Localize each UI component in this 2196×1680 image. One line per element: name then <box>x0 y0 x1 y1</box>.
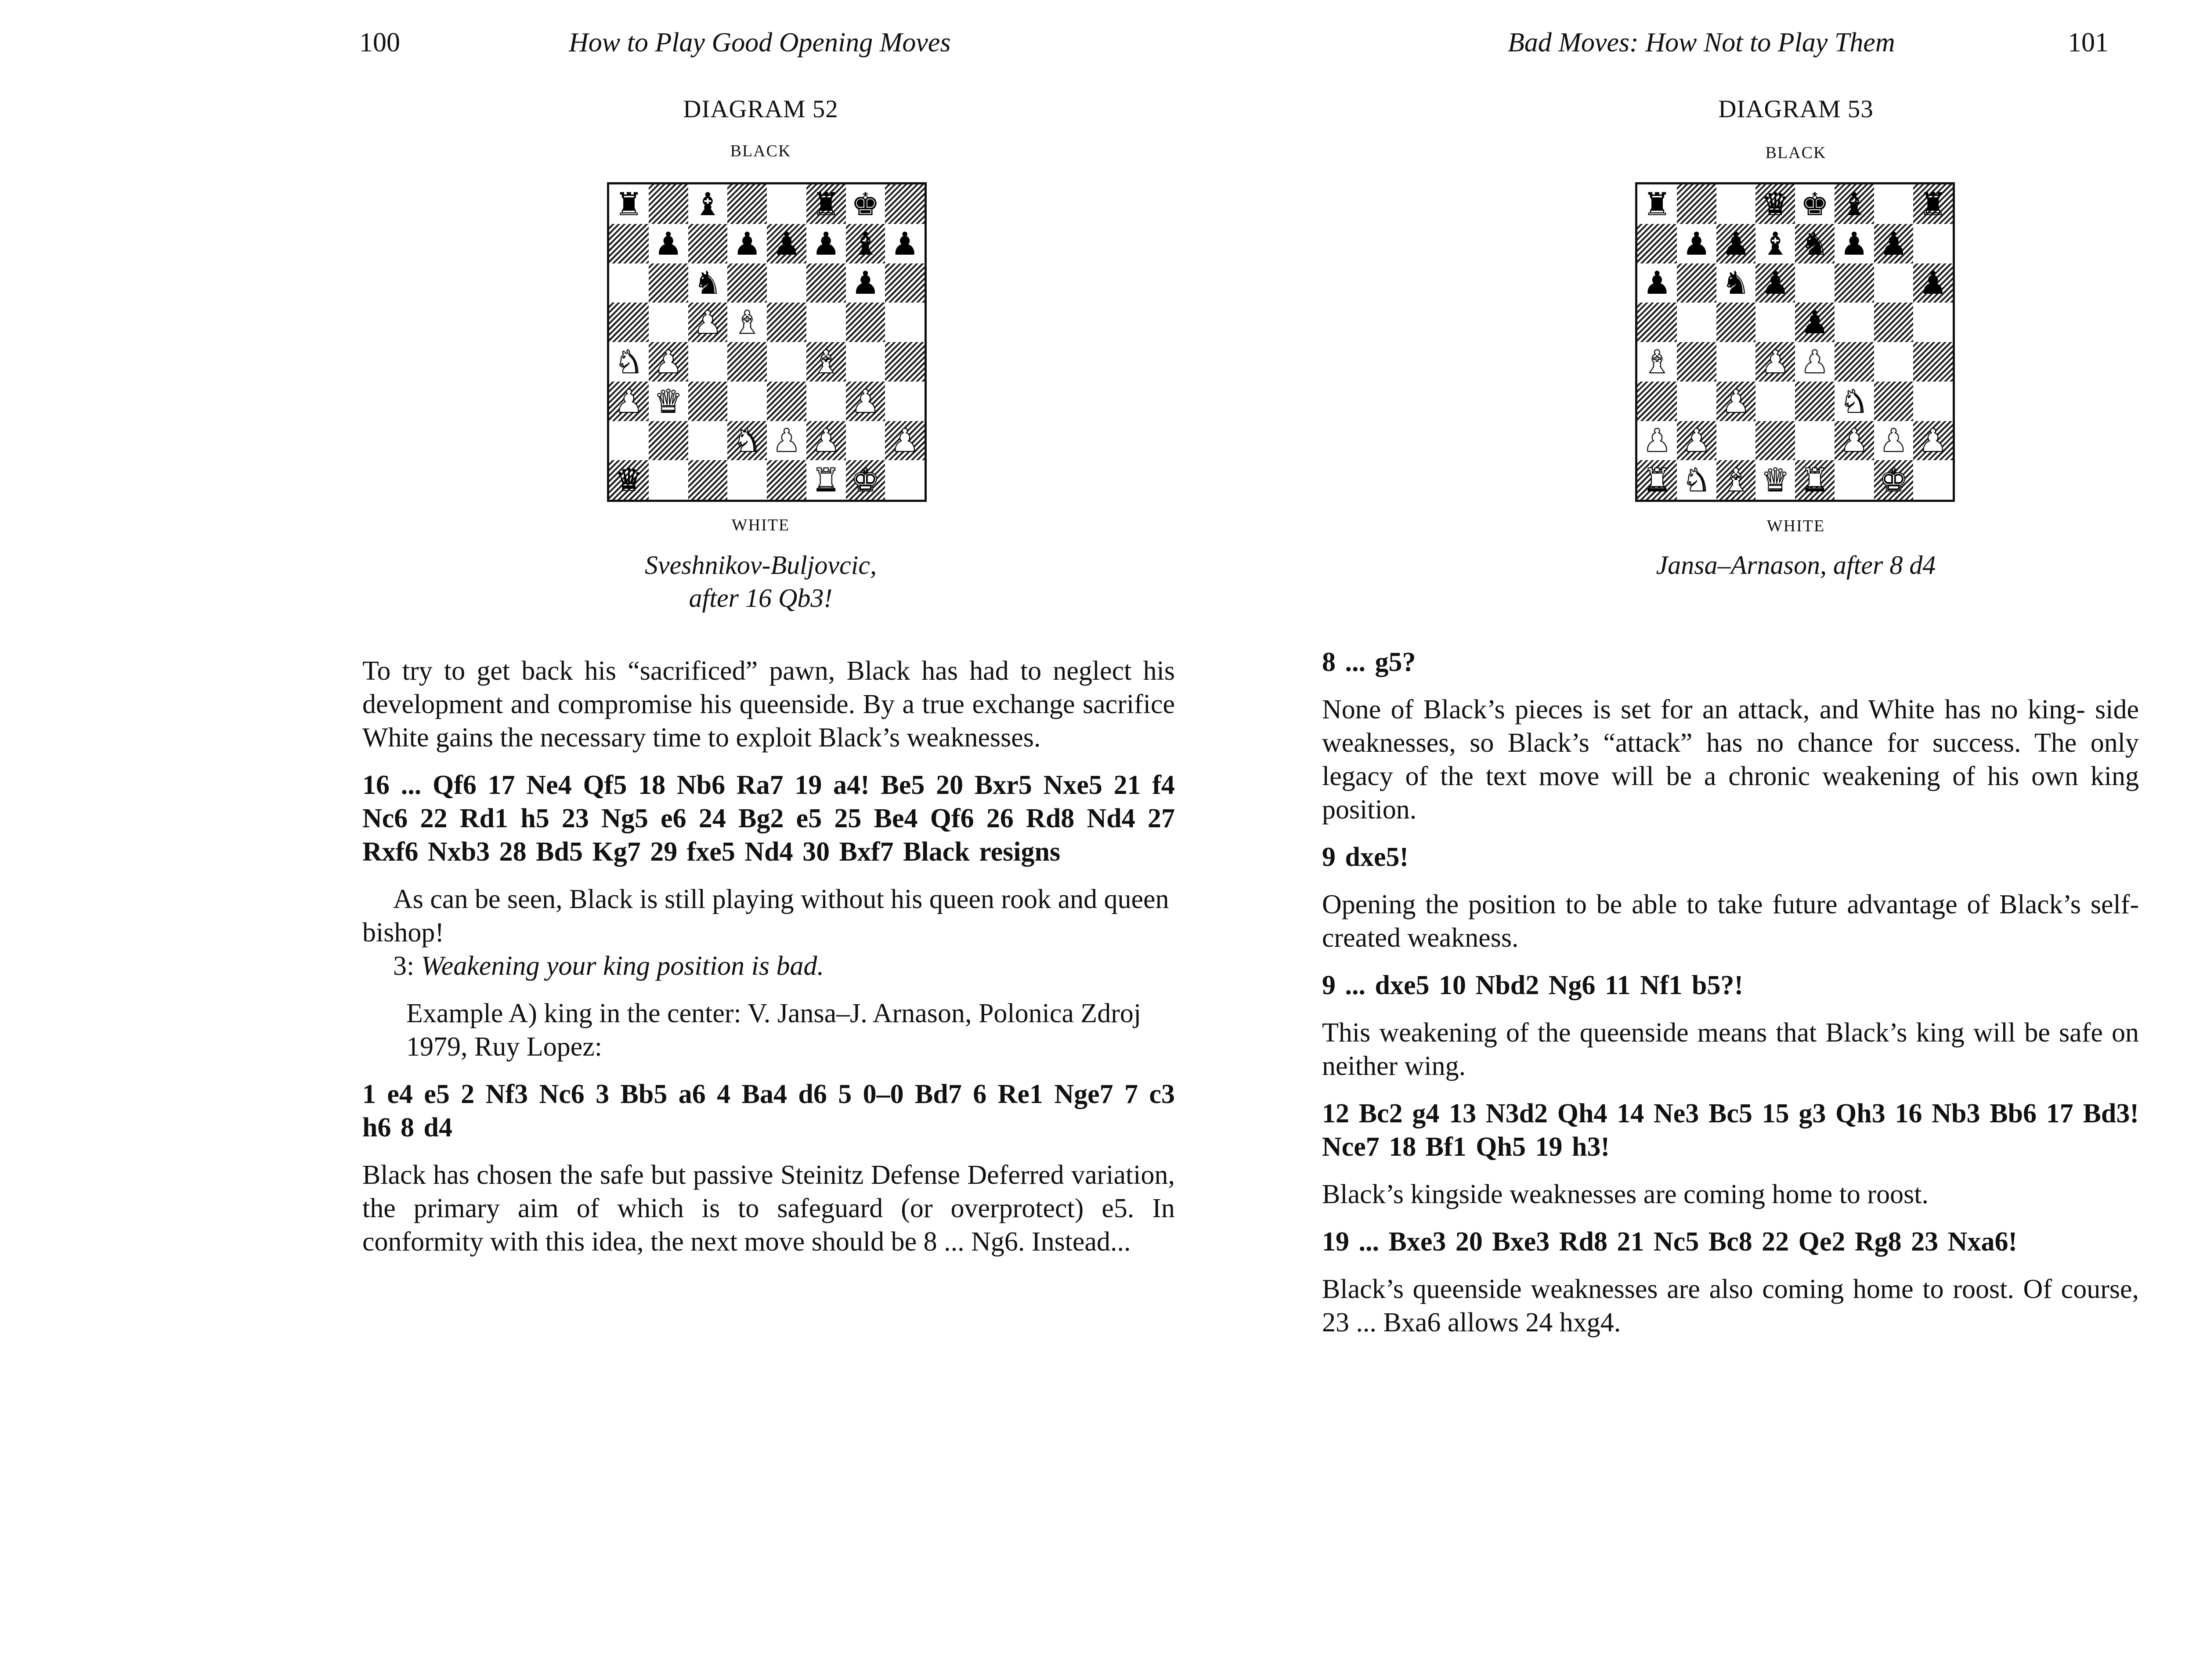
chess-piece: ♟ <box>851 382 880 420</box>
board-square-h3 <box>1913 382 1953 421</box>
board-square-d3 <box>1755 382 1795 421</box>
chess-piece: ♞ <box>1722 264 1750 302</box>
board-square-g3 <box>1874 382 1914 421</box>
board-square-d5 <box>1755 303 1795 342</box>
chess-piece: ♝ <box>1722 461 1750 499</box>
board-square-e1 <box>1795 460 1835 500</box>
board-square-d6 <box>727 263 767 303</box>
board-square-a8 <box>1637 184 1677 224</box>
board-square-c5 <box>688 303 728 342</box>
board-square-c2 <box>1716 421 1756 461</box>
board-square-e4 <box>1795 342 1835 382</box>
chess-piece: ♟ <box>890 225 919 262</box>
board-square-g2 <box>1874 421 1914 461</box>
game-moves: 9 ... dxe5 10 Nbd2 Ng6 11 Nf1 b5?! <box>1322 970 1744 1000</box>
chess-piece: ♞ <box>1840 382 1868 420</box>
caption-line: Jansa–Arnason, after 8 d4 <box>1656 551 1936 580</box>
body-paragraph: As can be seen, Black is still playing without his queen rook and queen bishop! <box>362 884 1169 948</box>
chess-board <box>607 182 927 502</box>
chess-piece: ♞ <box>614 343 643 380</box>
chess-piece: ♚ <box>851 461 880 499</box>
diagram-bottom-label: WHITE <box>1766 517 1825 535</box>
chess-piece: ♞ <box>1800 225 1829 262</box>
board-square-f7 <box>1835 224 1874 263</box>
board-square-b2 <box>1677 421 1716 461</box>
game-moves: 9 dxe5! <box>1322 842 1409 872</box>
board-square-e2 <box>767 421 806 461</box>
text-column <box>362 654 1175 1273</box>
chess-piece: ♟ <box>890 422 919 459</box>
board-square-d1 <box>727 460 767 500</box>
chess-piece: ♟ <box>1682 225 1711 262</box>
board-square-d1 <box>1755 460 1795 500</box>
game-moves: 16 ... Qf6 17 Ne4 Qf5 18 Nb6 Ra7 19 a4! Be5 20 Bxr5 Nxe5 21 f4 Nc6 22 Rd1 h5 23 Ng5 e6 24 Bg2 e5 25 Be4 Qf6 26 Rd8 Nd4 27 Rxf6 Nxb3 28 Bd5 Kg7 29 fxe5 Nd4 30 Bxf7 Black resigns <box>362 770 1175 867</box>
board-square-a3 <box>1637 382 1677 421</box>
chess-piece: ♞ <box>693 264 722 302</box>
chess-board <box>1635 182 1955 502</box>
chess-piece: ♟ <box>1643 264 1672 302</box>
text-column <box>1322 645 2139 1353</box>
board-square-h1 <box>1913 460 1953 500</box>
chess-piece: ♟ <box>693 304 722 341</box>
board-square-e3 <box>767 382 806 421</box>
chess-piece: ♞ <box>733 422 762 459</box>
chess-piece: ♛ <box>614 461 643 499</box>
chess-piece: ♜ <box>1643 185 1672 223</box>
body-paragraph: Opening the position to be able to take future advantage of Black’s self-created weakness. <box>1322 890 2139 953</box>
board-square-a2 <box>609 421 649 461</box>
board-square-b4 <box>649 342 688 382</box>
board-square-e7 <box>1795 224 1835 263</box>
principle-text: Weakening your king position is bad. <box>421 951 824 981</box>
diagram-title: DIAGRAM 53 <box>1718 95 1874 123</box>
board-square-c3 <box>688 382 728 421</box>
chess-piece: ♜ <box>1800 461 1829 499</box>
board-square-f3 <box>1835 382 1874 421</box>
page-number: 100 <box>359 28 400 58</box>
board-square-c8 <box>1716 184 1756 224</box>
board-square-e3 <box>1795 382 1835 421</box>
board-square-f4 <box>1835 342 1874 382</box>
board-square-g8 <box>1874 184 1914 224</box>
board-square-c4 <box>688 342 728 382</box>
board-square-f1 <box>806 460 846 500</box>
board-square-h2 <box>885 421 925 461</box>
board-square-b8 <box>649 184 688 224</box>
board-square-f8 <box>806 184 846 224</box>
board-square-b7 <box>649 224 688 263</box>
board-square-c6 <box>688 263 728 303</box>
board-square-c6 <box>1716 263 1756 303</box>
board-square-f5 <box>1835 303 1874 342</box>
board-square-a5 <box>1637 303 1677 342</box>
board-square-f7 <box>806 224 846 263</box>
board-square-f5 <box>806 303 846 342</box>
board-square-h8 <box>1913 184 1953 224</box>
chess-piece: ♟ <box>1761 343 1790 380</box>
body-paragraph: None of Black’s pieces is set for an attack, and White has no king- side weaknesses, so Black’s “attack” has no chance for success. The only legacy of the text move will be a chronic weakening of his own king position. <box>1322 695 2139 825</box>
board-square-b8 <box>1677 184 1716 224</box>
board-square-d2 <box>727 421 767 461</box>
board-square-a2 <box>1637 421 1677 461</box>
board-square-e5 <box>767 303 806 342</box>
board-square-d4 <box>1755 342 1795 382</box>
body-paragraph: Black has chosen the safe but passive Steinitz Defense Deferred variation, the primary aim of which is to safeguard (or overprotect) e5. In conformity with this idea, the next move should be 8 ... Ng6. Instead... <box>362 1160 1175 1257</box>
chess-piece: ♟ <box>654 225 683 262</box>
board-square-g1 <box>846 460 885 500</box>
board-square-a4 <box>1637 342 1677 382</box>
board-square-g7 <box>1874 224 1914 263</box>
board-square-b2 <box>649 421 688 461</box>
chess-piece: ♟ <box>1918 422 1947 459</box>
body-paragraph: This weakening of the queenside means that Black’s king will be safe on neither wing. <box>1322 1018 2139 1081</box>
board-square-b6 <box>649 263 688 303</box>
diagram-top-label: BLACK <box>1765 144 1827 162</box>
chess-piece: ♟ <box>1722 382 1750 420</box>
board-square-f1 <box>1835 460 1874 500</box>
board-square-h8 <box>885 184 925 224</box>
right-page <box>1154 0 2196 1680</box>
board-square-e4 <box>767 342 806 382</box>
game-moves: 1 e4 e5 2 Nf3 Nc6 3 Bb5 a6 4 Ba4 d6 5 0–0 Bd7 6 Re1 Nge7 7 c3 h6 8 d4 <box>362 1079 1175 1143</box>
board-square-g3 <box>846 382 885 421</box>
chess-piece: ♚ <box>1800 185 1829 223</box>
board-square-f4 <box>806 342 846 382</box>
board-square-a8 <box>609 184 649 224</box>
board-square-h7 <box>885 224 925 263</box>
board-square-h2 <box>1913 421 1953 461</box>
board-square-f6 <box>806 263 846 303</box>
chess-piece: ♟ <box>1800 343 1829 380</box>
chess-piece: ♟ <box>772 225 801 262</box>
chess-piece: ♟ <box>812 422 840 459</box>
chess-piece: ♟ <box>1879 225 1908 262</box>
board-square-d3 <box>727 382 767 421</box>
diagram-top-label: BLACK <box>730 142 791 160</box>
board-square-g7 <box>846 224 885 263</box>
board-square-h5 <box>885 303 925 342</box>
caption-line: Sveshnikov-Buljovcic, <box>644 551 877 580</box>
board-square-c4 <box>1716 342 1756 382</box>
chess-piece: ♟ <box>1643 422 1672 459</box>
game-moves: 19 ... Bxe3 20 Bxe3 Rd8 21 Nc5 Bc8 22 Qe2 Rg8 23 Nxa6! <box>1322 1227 2018 1257</box>
board-square-c1 <box>1716 460 1756 500</box>
board-square-b5 <box>1677 303 1716 342</box>
chess-piece: ♝ <box>1643 343 1672 380</box>
diagram-caption <box>563 549 958 615</box>
board-square-d8 <box>1755 184 1795 224</box>
board-square-h6 <box>885 263 925 303</box>
board-square-h7 <box>1913 224 1953 263</box>
chess-piece: ♝ <box>851 225 880 262</box>
chess-piece: ♜ <box>1918 185 1947 223</box>
board-square-c5 <box>1716 303 1756 342</box>
board-square-g1 <box>1874 460 1914 500</box>
diagram-caption <box>1598 549 1994 582</box>
board-square-a6 <box>609 263 649 303</box>
board-square-d8 <box>727 184 767 224</box>
board-square-d5 <box>727 303 767 342</box>
board-square-d4 <box>727 342 767 382</box>
chess-piece: ♟ <box>772 422 801 459</box>
board-square-d6 <box>1755 263 1795 303</box>
board-square-h3 <box>885 382 925 421</box>
chess-piece: ♝ <box>812 343 840 380</box>
body-paragraph: To try to get back his “sacrificed” pawn, Black has had to neglect his development and compromise his queenside. By a true exchange sacrifice White gains the necessary time to exploit Black’s weaknesses. <box>362 656 1175 753</box>
chess-piece: ♟ <box>654 343 683 380</box>
chess-piece: ♟ <box>1682 422 1711 459</box>
board-square-a7 <box>609 224 649 263</box>
board-square-a4 <box>609 342 649 382</box>
board-square-h6 <box>1913 263 1953 303</box>
board-square-e7 <box>767 224 806 263</box>
chess-piece: ♛ <box>654 382 683 420</box>
board-square-b1 <box>1677 460 1716 500</box>
board-square-e6 <box>767 263 806 303</box>
board-square-h4 <box>885 342 925 382</box>
chess-piece: ♟ <box>1879 422 1908 459</box>
chess-piece: ♝ <box>1840 185 1868 223</box>
chess-piece: ♜ <box>1643 461 1672 499</box>
board-square-h5 <box>1913 303 1953 342</box>
board-square-b7 <box>1677 224 1716 263</box>
board-square-g6 <box>1874 263 1914 303</box>
chess-piece: ♝ <box>733 304 762 341</box>
game-moves: 12 Bc2 g4 13 N3d2 Qh4 14 Ne3 Bc5 15 g3 Qh3 16 Nb3 Bb6 17 Bd3! Nce7 18 Bf1 Qh5 19 h3! <box>1322 1099 2139 1162</box>
chess-piece: ♞ <box>1682 461 1711 499</box>
board-square-f2 <box>1835 421 1874 461</box>
board-square-a1 <box>609 460 649 500</box>
board-square-b3 <box>649 382 688 421</box>
chess-piece: ♛ <box>1761 461 1790 499</box>
board-square-a1 <box>1637 460 1677 500</box>
board-square-f2 <box>806 421 846 461</box>
board-square-c3 <box>1716 382 1756 421</box>
board-square-e2 <box>1795 421 1835 461</box>
chess-piece: ♜ <box>812 461 840 499</box>
board-square-g4 <box>1874 342 1914 382</box>
board-square-c1 <box>688 460 728 500</box>
board-square-d7 <box>727 224 767 263</box>
chess-piece: ♝ <box>1761 225 1790 262</box>
board-square-a7 <box>1637 224 1677 263</box>
chess-piece: ♝ <box>693 185 722 223</box>
page-number: 101 <box>2068 28 2109 58</box>
board-square-f8 <box>1835 184 1874 224</box>
board-square-e6 <box>1795 263 1835 303</box>
board-square-h4 <box>1913 342 1953 382</box>
principle-number: 3: <box>393 951 421 981</box>
chess-piece: ♟ <box>1918 264 1947 302</box>
chess-piece: ♛ <box>1761 185 1790 223</box>
principle-line <box>362 949 1175 983</box>
board-square-g8 <box>846 184 885 224</box>
chess-piece: ♚ <box>1879 461 1908 499</box>
caption-line: after 16 Qb3! <box>689 584 833 613</box>
board-square-a6 <box>1637 263 1677 303</box>
board-square-g5 <box>846 303 885 342</box>
board-square-a3 <box>609 382 649 421</box>
board-square-b5 <box>649 303 688 342</box>
board-square-c7 <box>1716 224 1756 263</box>
board-square-c7 <box>688 224 728 263</box>
chess-piece: ♟ <box>812 225 840 262</box>
body-paragraph: Black’s kingside weaknesses are coming home to roost. <box>1322 1179 1929 1209</box>
example-heading: Example A) king in the center: V. Jansa–J. Arnason, Polonica Zdroj 1979, Ruy Lopez: <box>406 999 1141 1062</box>
chess-piece: ♟ <box>1800 304 1829 341</box>
board-square-g2 <box>846 421 885 461</box>
board-square-c2 <box>688 421 728 461</box>
chess-piece: ♜ <box>812 185 840 223</box>
board-square-b6 <box>1677 263 1716 303</box>
board-square-e1 <box>767 460 806 500</box>
board-square-e8 <box>767 184 806 224</box>
chess-piece: ♟ <box>733 225 762 262</box>
board-square-d7 <box>1755 224 1795 263</box>
board-square-d2 <box>1755 421 1795 461</box>
chess-piece: ♟ <box>1840 422 1868 459</box>
board-square-b4 <box>1677 342 1716 382</box>
board-square-g4 <box>846 342 885 382</box>
game-moves: 8 ... g5? <box>1322 647 1416 677</box>
running-head: How to Play Good Opening Moves <box>569 28 951 58</box>
diagram-bottom-label: WHITE <box>731 516 790 534</box>
running-head: Bad Moves: How Not to Play Them <box>1508 28 1895 58</box>
chess-piece: ♜ <box>614 185 643 223</box>
board-square-g5 <box>1874 303 1914 342</box>
chess-piece: ♟ <box>1840 225 1868 262</box>
board-square-h1 <box>885 460 925 500</box>
chess-piece: ♟ <box>614 382 643 420</box>
board-square-f6 <box>1835 263 1874 303</box>
board-square-b3 <box>1677 382 1716 421</box>
chess-piece: ♚ <box>851 185 880 223</box>
board-square-e5 <box>1795 303 1835 342</box>
board-square-a5 <box>609 303 649 342</box>
board-square-c8 <box>688 184 728 224</box>
body-paragraph: Black’s queenside weaknesses are also coming home to roost. Of course, 23 ... Bxa6 allows 24 hxg4. <box>1322 1274 2139 1338</box>
board-square-f3 <box>806 382 846 421</box>
diagram-title: DIAGRAM 52 <box>683 95 838 123</box>
board-square-g6 <box>846 263 885 303</box>
board-square-e8 <box>1795 184 1835 224</box>
board-square-b1 <box>649 460 688 500</box>
chess-piece: ♟ <box>851 264 880 302</box>
chess-piece: ♟ <box>1761 264 1790 302</box>
chess-piece: ♟ <box>1722 225 1750 262</box>
